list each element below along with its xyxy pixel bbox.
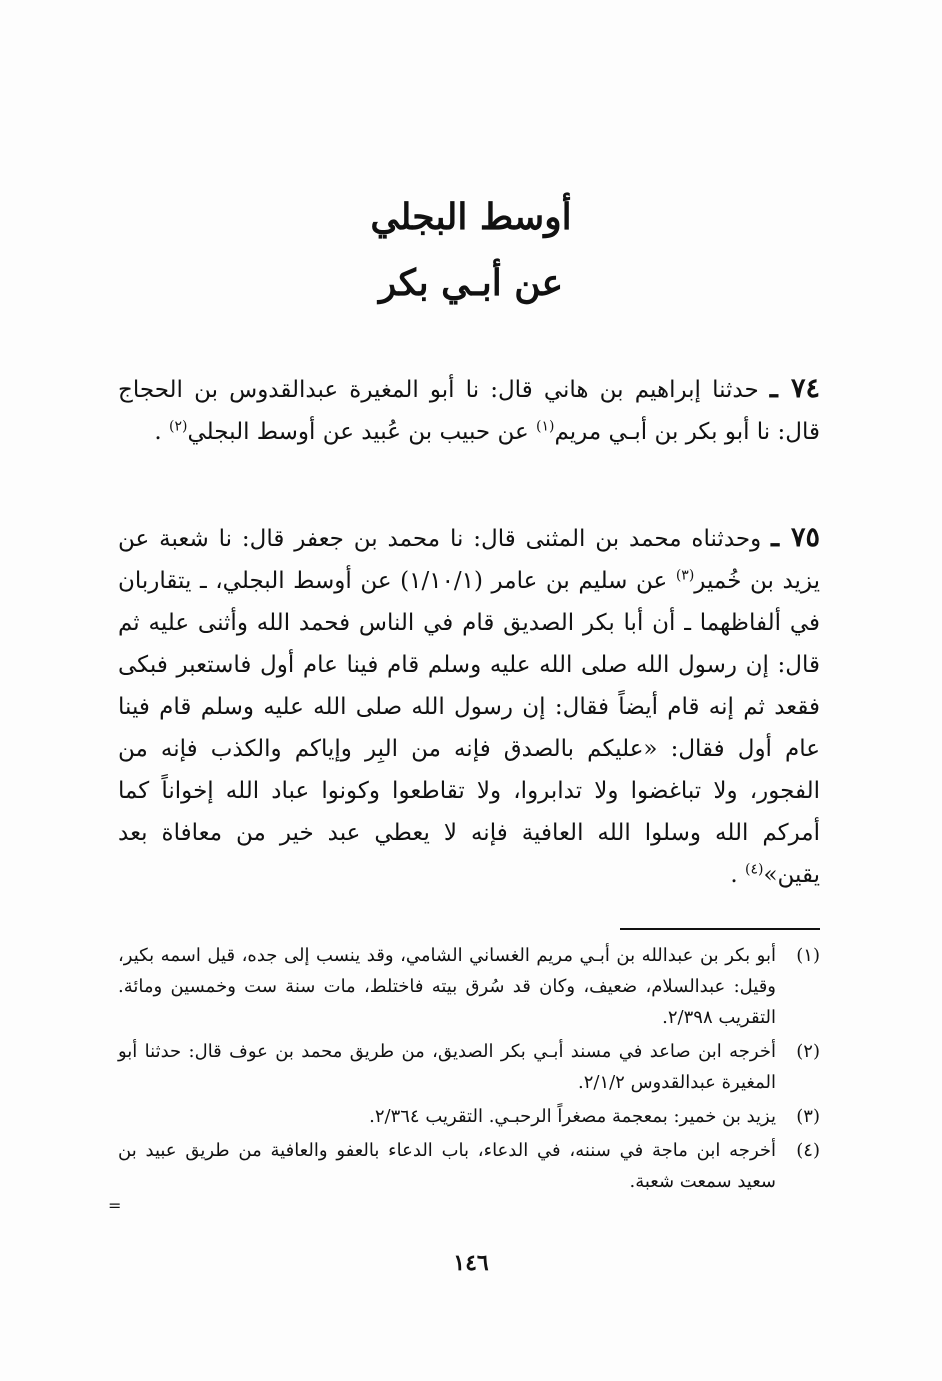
hadith-74 (118, 368, 820, 453)
hadith-text: عن حبيب بن عُبيد عن أوسط البجلي (187, 419, 529, 445)
footnote-text: يزيد بن خمير: بمعجمة مصغراً الرحبـي. التقريب ٢/٣٦٤. (369, 1106, 776, 1127)
footnote-text: أخرجه ابن ماجة في سننه، في الدعاء، باب الدعاء بالعفو والعافية من طريق عبيد بن سعيد سمعت شعبة. (118, 1140, 776, 1192)
hadith-text-end: . (730, 862, 738, 888)
footnote-3 (118, 1101, 820, 1132)
footnote-text: أخرجه ابن صاعد في مسند أبـي بكر الصديق، من طريق محمد بن عوف قال: حدثنا أبو المغيرة عبدالقدوس ٢/١/٢. (118, 1041, 776, 1093)
footnote-divider (620, 928, 820, 930)
footnote-number: (١) (796, 945, 820, 966)
hadith-text: وحدثناه محمد بن المثنى قال: نا محمد بن جعفر قال: نا شعبة عن يزيد بن خُمير (118, 526, 821, 594)
footnote-4 (118, 1135, 820, 1197)
footnote-1 (118, 940, 820, 1033)
footnote-text: أبو بكر بن عبدالله بن أبـي مريم الغساني الشامي، وقد ينسب إلى جده، قيل اسمه بكير، وقيل: عبدالسلام، ضعيف، وكان قد سُرق بيته فاختلط، مات سنة ست وخمسين ومائة. التقريب ٢/٣٩٨. (118, 945, 776, 1028)
footnotes (118, 940, 820, 1200)
hadith-number: ٧٤ ـ (769, 373, 821, 404)
hadith-text-end: . (154, 419, 162, 445)
footnote-ref: (٤) (744, 861, 764, 878)
footnote-ref: (٣) (675, 567, 695, 584)
footnote-ref: (١) (535, 418, 555, 435)
footnote-number: (٣) (796, 1106, 820, 1127)
continuation-mark: = (108, 1196, 122, 1215)
hadith-number: ٧٥ ـ (771, 522, 821, 553)
hadith-text: عن سليم بن عامر (١/١٠/١) عن أوسط البجلي، ـ يتقاربان في ألفاظهما ـ أن أبا بكر الصديق قام في الناس فحمد الله وأثنى عليه ثم قال: إن رسول الله صلى الله عليه وسلم قام فينا عام أول فاستعبر فبكى فقعد ثم إنه قام أيضاً فقال: إن رسول الله صلى الله عليه وسلم قام فينا عام أول فقال: «عليكم بالصدق فإنه من البِر وإياكم والكذب فإنه من الفجور، ولا تباغضوا ولا تدابروا، ولا تقاطعوا وكونوا عباد الله إخواناً كما أمركم الله وسلوا الله العافية فإنه لا يعطي عبد خير من معافاة بعد يقين» (118, 568, 820, 888)
page-number: ١٤٦ (453, 1250, 489, 1276)
footnote-2 (118, 1036, 820, 1098)
chapter-title-line1: أوسط البجلي (370, 196, 572, 238)
footnote-number: (٤) (796, 1140, 820, 1161)
footnote-ref: (٢) (169, 418, 188, 435)
hadith-75 (118, 517, 820, 896)
hadith-text: حدثنا إبراهيم بن هاني قال: نا أبو المغيرة عبدالقدوس بن الحجاج قال: نا أبو بكر بن أبـي مريم (118, 377, 820, 445)
chapter-title-line2: عن أبـي بكر (378, 262, 564, 304)
footnote-number: (٢) (796, 1041, 820, 1062)
